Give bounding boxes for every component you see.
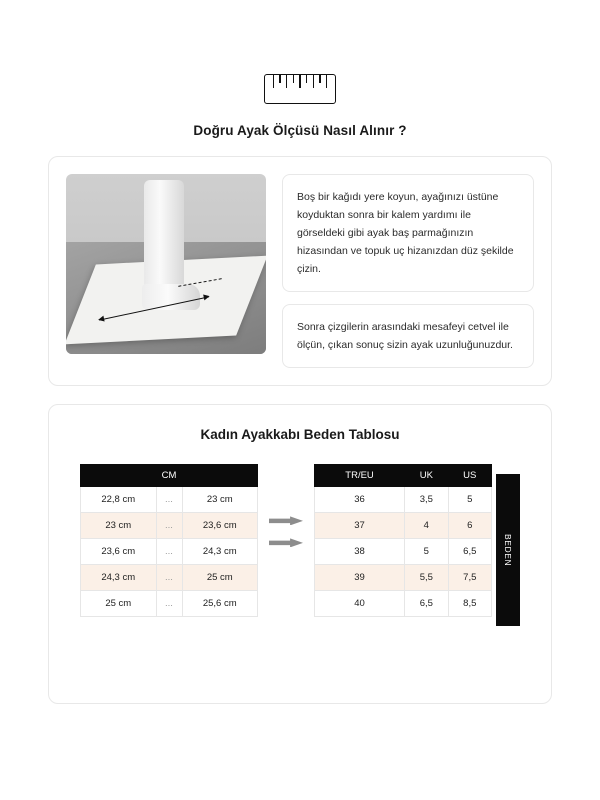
cm-from: 22,8 cm [81, 487, 157, 513]
cm-sep: ... [156, 487, 182, 513]
size-us: 8,5 [448, 591, 491, 617]
cm-sep: ... [156, 539, 182, 565]
size-us: 6,5 [448, 539, 491, 565]
size-tr-eu: 40 [315, 591, 405, 617]
cm-to: 23 cm [182, 487, 258, 513]
page-title: Doğru Ayak Ölçüsü Nasıl Alınır ? [193, 123, 407, 138]
cm-from: 23 cm [81, 513, 157, 539]
cm-sep: ... [156, 565, 182, 591]
right-arrow-icon [269, 538, 303, 547]
arrows-column [258, 464, 314, 547]
size-us: 6 [448, 513, 491, 539]
table-row [315, 565, 492, 591]
cm-to: 23,6 cm [182, 513, 258, 539]
size-header-uk: UK [405, 465, 448, 487]
size-header-us: US [448, 465, 491, 487]
ruler-icon-wrap [48, 0, 552, 104]
photo-leg [144, 180, 184, 292]
instruction-texts [282, 174, 534, 368]
size-uk: 4 [405, 513, 448, 539]
cm-from: 23,6 cm [81, 539, 157, 565]
size-tr-eu: 37 [315, 513, 405, 539]
size-uk: 3,5 [405, 487, 448, 513]
size-uk: 6,5 [405, 591, 448, 617]
cm-sep: ... [156, 591, 182, 617]
table-row [315, 487, 492, 513]
foot-measure-photo [66, 174, 266, 354]
beden-side-label-text: BEDEN [503, 534, 513, 567]
cm-to: 25,6 cm [182, 591, 258, 617]
size-table-title: Kadın Ayakkabı Beden Tablosu [200, 427, 400, 443]
size-conversion-table [314, 464, 492, 617]
size-us: 7,5 [448, 565, 491, 591]
table-row [81, 591, 258, 617]
right-arrow-icon [269, 516, 303, 525]
cm-from: 25 cm [81, 591, 157, 617]
table-row [81, 513, 258, 539]
cm-sep: ... [156, 513, 182, 539]
size-uk: 5,5 [405, 565, 448, 591]
table-row [315, 513, 492, 539]
table-row [81, 539, 258, 565]
size-tr-eu: 36 [315, 487, 405, 513]
cm-header: CM [81, 465, 258, 487]
size-us: 5 [448, 487, 491, 513]
size-tr-eu: 39 [315, 565, 405, 591]
table-row [81, 487, 258, 513]
size-tables-wrap [49, 464, 551, 626]
cm-table [80, 464, 258, 617]
size-tr-eu: 38 [315, 539, 405, 565]
cm-to: 24,3 cm [182, 539, 258, 565]
size-table-card [48, 404, 552, 704]
ruler-icon [264, 74, 336, 104]
measure-info-card [48, 156, 552, 386]
beden-side-label [496, 474, 520, 626]
cm-to: 25 cm [182, 565, 258, 591]
instruction-paragraph-2: Sonra çizgilerin arasındaki mesafeyi cetvel ile ölçün, çıkan sonuç sizin ayak uzunluğunuzdur. [282, 304, 534, 368]
table-row [315, 591, 492, 617]
size-header-tr-eu: TR/EU [315, 465, 405, 487]
cm-from: 24,3 cm [81, 565, 157, 591]
instruction-paragraph-1: Boş bir kağıdı yere koyun, ayağınızı üstüne koyduktan sonra bir kalem yardımı ile görseldeki gibi ayak baş parmağınızın hizasından ve topuk uç hizanızdan düz şekilde çizin. [282, 174, 534, 292]
table-row [81, 565, 258, 591]
table-row [315, 539, 492, 565]
size-uk: 5 [405, 539, 448, 565]
